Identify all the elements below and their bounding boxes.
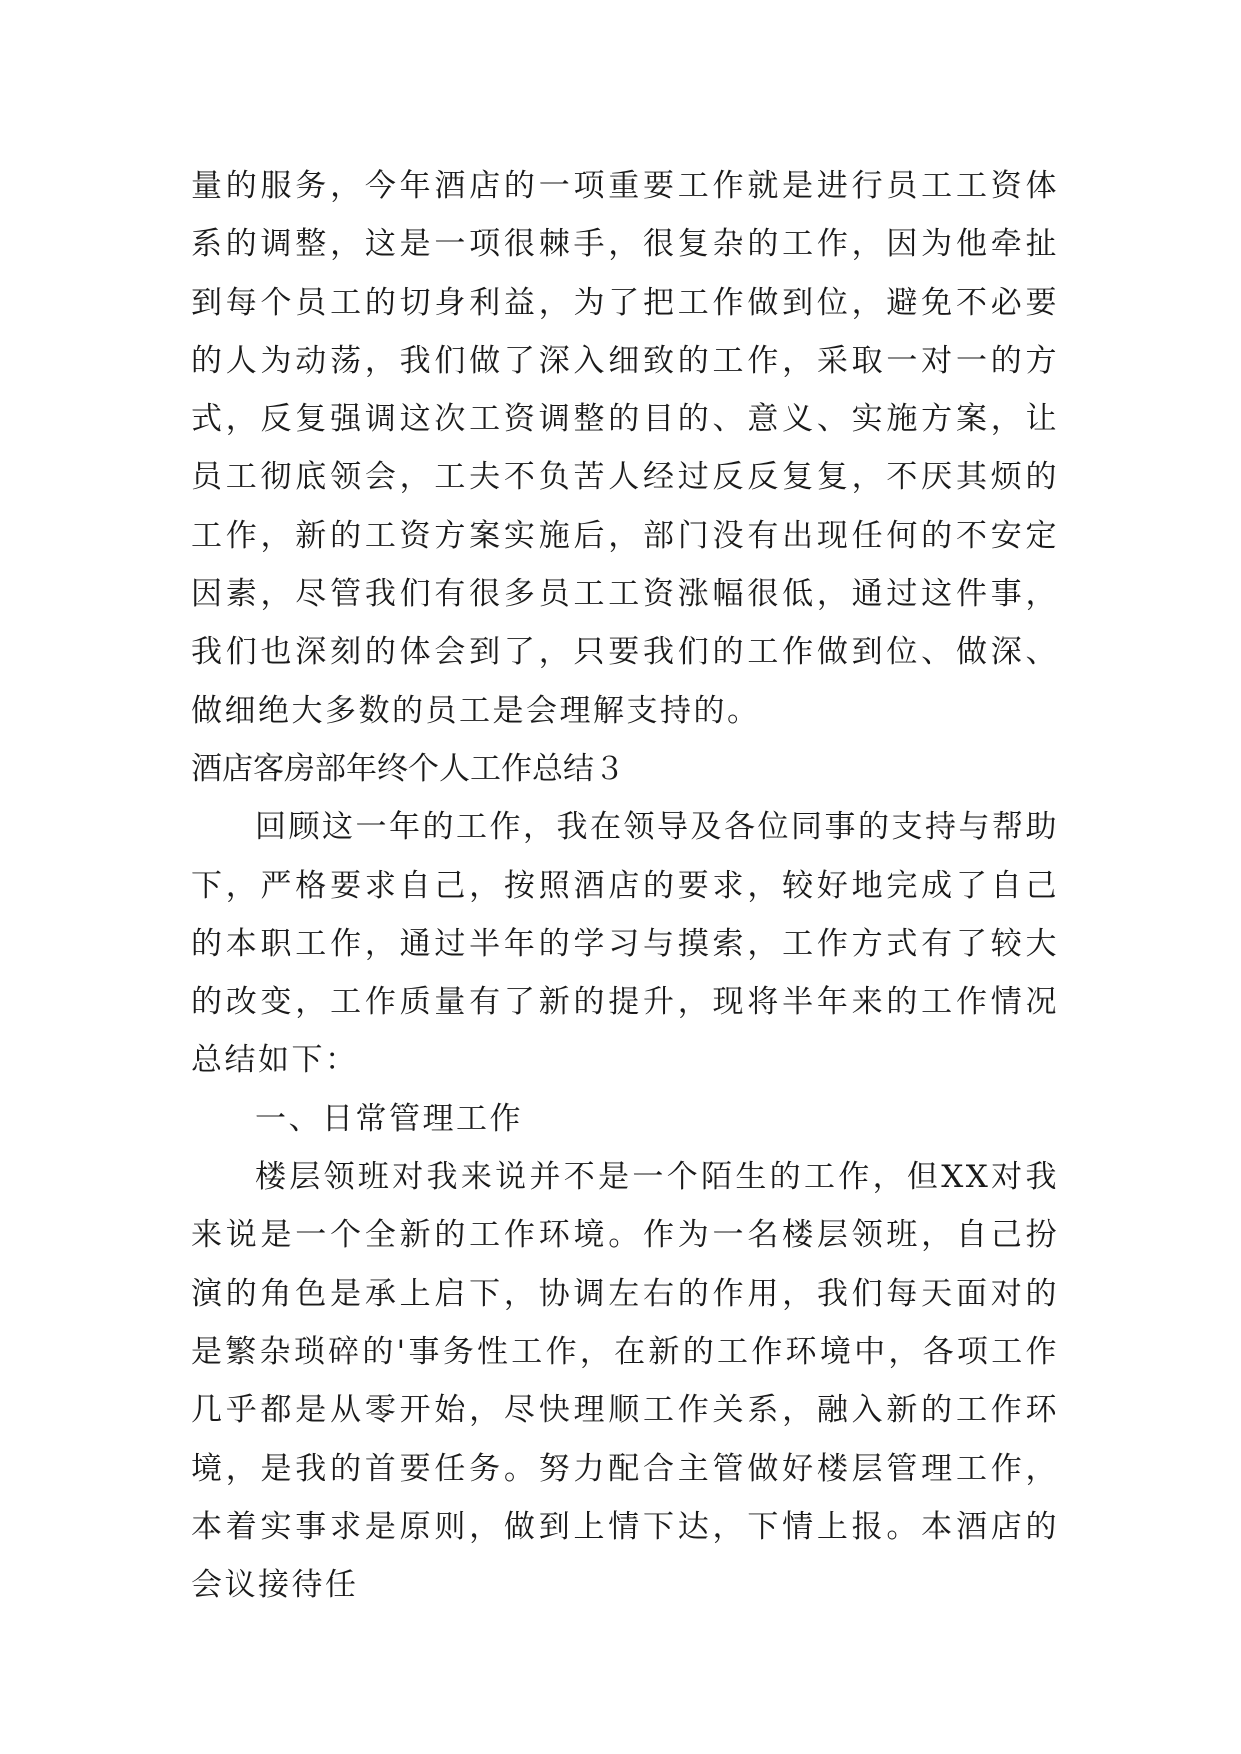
paragraph-continuation: 量的服务，今年酒店的一项重要工作就是进行员工工资体系的调整，这是一项很棘手，很复杂的工作，因为他牵扯到每个员工的切身利益，为了把工作做到位，避免不必要的人为动荡，我们做了深入细致的工作，采取一对一的方式，反复强调这次工资调整的目的、意义、实施方案，让员工彻底领会，工夫不负苦人经过反反复复，不厌其烦的工作，新的工资方案实施后，部门没有出现任何的不安定因素，尽管我们有很多员工工资涨幅很低，通过这件事，我们也深刻的体会到了，只要我们的工作做到位、做深、做细绝大多数的员工是会理解支持的。 xyxy=(191,168,1059,729)
section-title: 酒店客房部年终个人工作总结３ xyxy=(191,750,625,787)
document-body xyxy=(191,157,1059,1614)
subheading: 一、日常管理工作 xyxy=(255,1100,523,1137)
body-paragraph: 楼层领班对我来说并不是一个陌生的工作，但XX对我来说是一个全新的工作环境。作为一名楼层领班，自己扮演的角色是承上启下，协调左右的作用，我们每天面对的是繁杂琐碎的'事务性工作，在新的工作环境中，各项工作几乎都是从零开始，尽快理顺工作关系，融入新的工作环境，是我的首要任务。努力配合主管做好楼层管理工作，本着实事求是原则，做到上情下达，下情上报。本酒店的会议接待任 xyxy=(191,1159,1059,1604)
intro-paragraph: 回顾这一年的工作，我在领导及各位同事的支持与帮助下，严格要求自己，按照酒店的要求，较好地完成了自己的本职工作，通过半年的学习与摸索，工作方式有了较大的改变，工作质量有了新的提升，现将半年来的工作情况总结如下： xyxy=(191,809,1059,1079)
